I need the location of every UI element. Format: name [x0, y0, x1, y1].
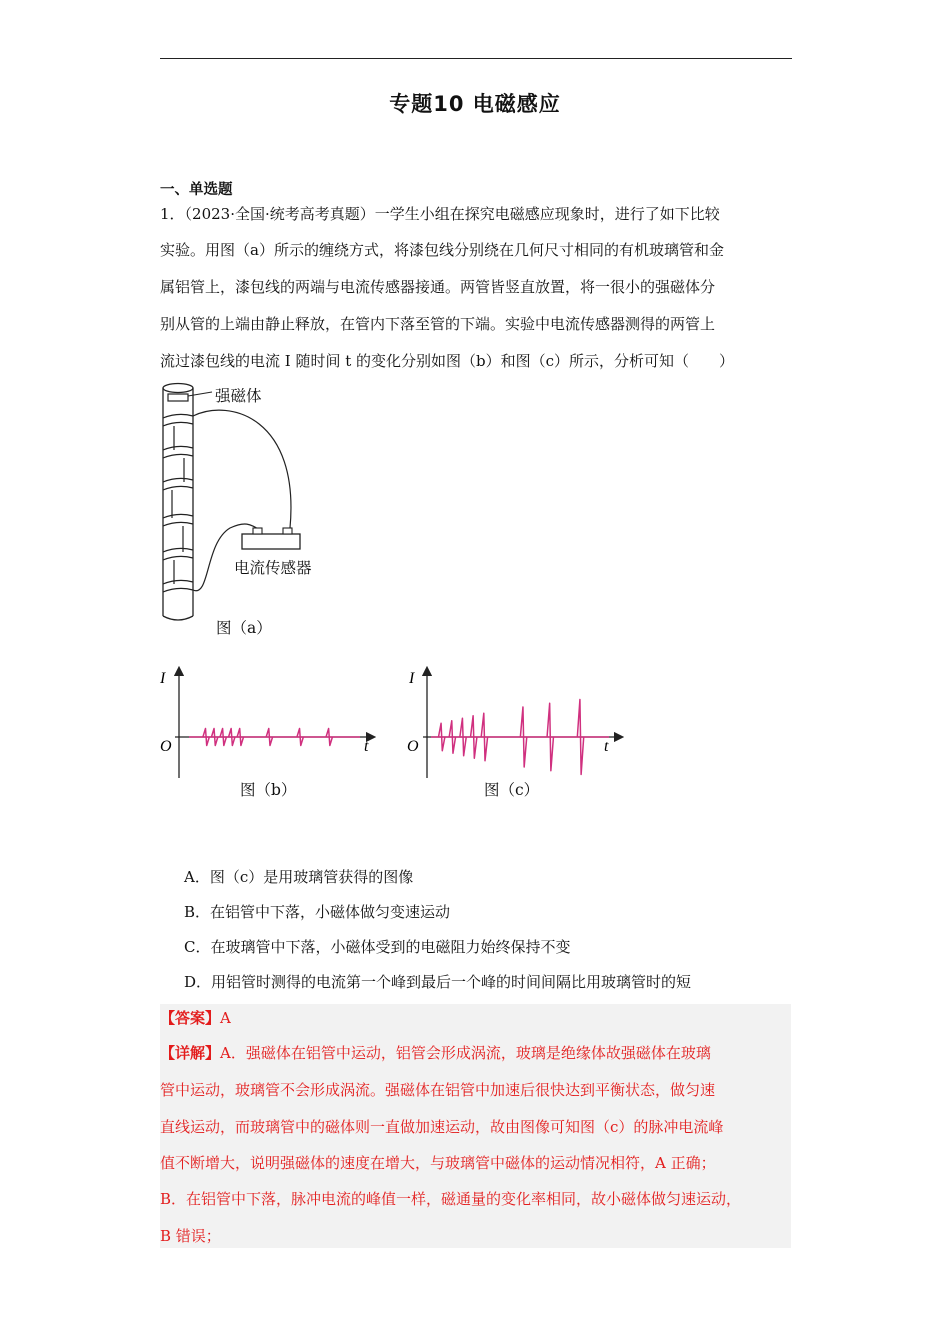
current-sensor: [242, 534, 300, 549]
origin-label: O: [160, 738, 172, 755]
option-d: D．用铝管时测得的电流第一个峰到最后一个峰的时间间隔比用玻璃管时的短: [184, 973, 692, 991]
section-heading: 一、单选题: [160, 182, 233, 198]
question-line-3: 属铝管上，漆包线的两端与电流传感器接通。两管皆竖直放置，将一很小的强磁体分: [160, 278, 716, 296]
detail-line-4: 值不断增大，说明强磁体的速度在增大，与玻璃管中磁体的运动情况相符，A 正确；: [160, 1154, 716, 1172]
answer-tag: 【答案】: [160, 1009, 221, 1027]
x-axis-label: t: [364, 738, 369, 755]
chart-figure-b: [155, 665, 380, 785]
magnet: [168, 394, 188, 401]
figure-c-caption: 图（c）: [484, 781, 540, 799]
y-axis-label: I: [160, 670, 166, 687]
question-line-4: 别从管的上端由静止释放，在管内下落至管的下端。实验中电流传感器测得的两管上: [160, 315, 716, 333]
sensor-label: 电流传感器: [234, 559, 312, 577]
tube-bottom: [163, 616, 193, 620]
wire-top: [193, 410, 291, 528]
magnet-leader: [188, 392, 212, 396]
question-line-1: 1．（2023·全国·统考高考真题）一学生小组在探究电磁感应现象时，进行了如下比较: [160, 205, 720, 223]
detail-line-1: [160, 1043, 711, 1063]
figure-b-caption: 图（b）: [240, 781, 297, 799]
sensor-terminal-left: [253, 528, 262, 534]
detail-text: A．强磁体在铝管中运动，铝管会形成涡流，玻璃是绝缘体故强磁体在玻璃: [220, 1044, 711, 1062]
detail-line-3: 直线运动，而玻璃管中的磁体则一直做加速运动，故由图像可知图（c）的脉冲电流峰: [160, 1118, 724, 1136]
question-line-5: 流过漆包线的电流 I 随时间 t 的变化分别如图（b）和图（c）所示，分析可知（ ）: [160, 352, 735, 370]
figure-a-apparatus: [150, 378, 350, 643]
page-title: 专题10 电磁感应: [389, 92, 561, 116]
figure-a-caption: 图（a）: [216, 619, 272, 637]
detail-line-2: 管中运动，玻璃管不会形成涡流。强磁体在铝管中加速后很快达到平衡状态，做匀速: [160, 1081, 716, 1099]
detail-line-6: B 错误；: [160, 1227, 221, 1245]
option-b: B．在铝管中下落，小磁体做匀变速运动: [184, 903, 451, 921]
option-c: C．在玻璃管中下落，小磁体受到的电磁阻力始终保持不变: [184, 938, 571, 956]
sensor-terminal-right: [283, 528, 292, 534]
x-axis-label: t: [604, 738, 609, 755]
header-rule: [160, 58, 792, 59]
detail-line-5: B．在铝管中下落，脉冲电流的峰值一样，磁通量的变化率相同，故小磁体做匀速运动，: [160, 1190, 742, 1208]
answer-line: [160, 1008, 231, 1028]
tube-top: [163, 384, 193, 393]
option-a: A．图（c）是用玻璃管获得的图像: [184, 868, 414, 886]
origin-label: O: [407, 738, 419, 755]
question-line-2: 实验。用图（a）所示的缠绕方式，将漆包线分别绕在几何尺寸相同的有机玻璃管和金: [160, 241, 724, 259]
detail-tag: 【详解】: [160, 1044, 221, 1062]
y-axis-label: I: [409, 670, 415, 687]
magnet-label: 强磁体: [215, 387, 262, 405]
answer-value: A: [220, 1009, 231, 1027]
coil-winding: [163, 414, 193, 592]
chart-figure-c: [405, 665, 630, 785]
